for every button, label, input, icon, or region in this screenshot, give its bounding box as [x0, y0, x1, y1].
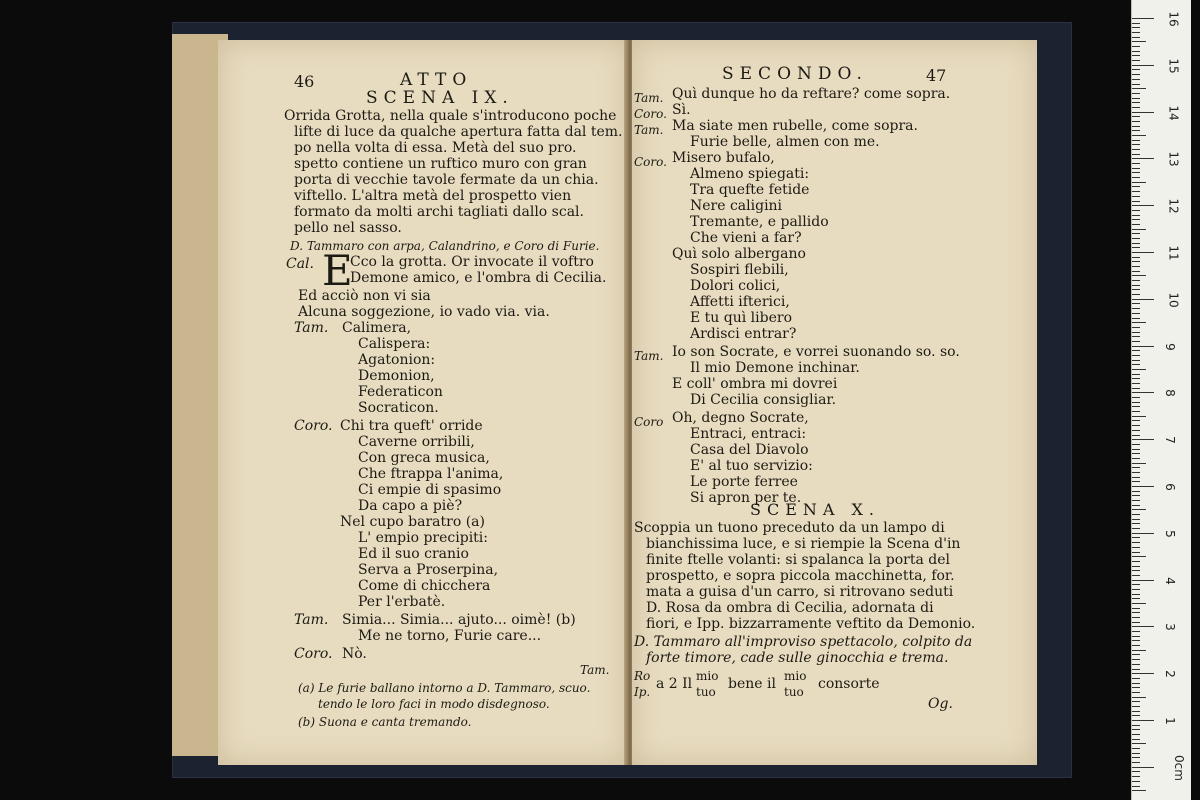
ruler-tick: [1132, 472, 1140, 473]
ruler-tick: [1132, 509, 1146, 510]
ruler-tick: [1132, 673, 1154, 674]
text-line: Ed acciò non vi sia: [298, 288, 431, 304]
ruler-number: 14: [1166, 104, 1181, 121]
verse-line: Di Cecilia consigliar.: [690, 392, 837, 408]
page-number: 47: [926, 66, 947, 85]
ruler-tick: [1132, 757, 1140, 758]
verse-line: Dolori colici,: [690, 278, 781, 294]
speaker: Coro.: [294, 418, 333, 434]
ruler-tick: [1132, 781, 1140, 782]
verse-line: Tremante, e pallido: [690, 214, 829, 230]
ruler-tick: [1132, 739, 1140, 740]
catchword: Tam.: [580, 663, 610, 677]
ruler-number: 13: [1166, 151, 1181, 168]
ruler-number: 16: [1166, 11, 1181, 27]
ruler-tick: [1132, 27, 1140, 28]
verse-line: E tu quì libero: [690, 310, 792, 326]
ruler-tick: [1132, 500, 1140, 501]
ruler-tick: [1132, 528, 1140, 529]
text-line: Nò.: [342, 646, 367, 662]
verse-line: Demonion,: [358, 368, 435, 384]
verse-line: Misero bufalo,: [672, 150, 775, 166]
ruler-tick: [1132, 37, 1140, 38]
verse-line: Che vieni a far?: [690, 230, 802, 246]
text-line: bene il: [728, 676, 776, 692]
text-line: viftello. L'altra metà del prospetto vien: [294, 188, 572, 204]
ruler-tick: [1132, 149, 1140, 150]
ruler-tick: [1132, 201, 1140, 202]
verse-line: Almeno spiegati:: [690, 166, 810, 182]
text-line: formato da molti archi tagliati dallo scal.: [294, 204, 584, 220]
ruler-tick: [1132, 547, 1140, 548]
verse-line: Tra quefte fetide: [690, 182, 810, 198]
ruler-tick: [1132, 322, 1146, 323]
ruler-tick: [1132, 280, 1140, 281]
text-line: Simia... Simia... ajuto... oimè! (b): [342, 612, 576, 628]
ruler-tick: [1132, 172, 1140, 173]
ruler-tick: [1132, 617, 1140, 618]
ruler-tick: [1132, 711, 1140, 712]
ruler-tick: [1132, 720, 1154, 721]
text-line: lifte di luce da qualche apertura fatta dal tem.: [294, 124, 623, 140]
stage-direction: D. Tammaro con arpa, Calandrino, e Coro di Furie.: [290, 239, 600, 253]
speaker: Coro: [634, 415, 664, 429]
ruler-tick: [1132, 186, 1140, 187]
speaker: Coro.: [634, 107, 667, 121]
ruler-tick: [1132, 631, 1140, 632]
ruler-tick: [1132, 786, 1140, 787]
ruler-tick: [1132, 603, 1146, 604]
ruler-tick: [1132, 350, 1140, 351]
text-line: mio: [784, 669, 807, 683]
ruler-number: 12: [1166, 198, 1181, 214]
ruler-tick: [1132, 107, 1140, 108]
ruler-tick: [1132, 88, 1146, 89]
ruler-tick: [1132, 425, 1140, 426]
ruler-number: 4: [1162, 576, 1177, 585]
text-line: mata a guisa d'un carro, si ritrovano seduti: [646, 584, 954, 600]
ruler-tick: [1132, 406, 1140, 407]
ruler-tick: [1132, 289, 1140, 290]
ruler-tick: [1132, 523, 1140, 524]
ruler-number: 1: [1162, 717, 1177, 725]
ruler-tick: [1132, 533, 1154, 534]
ruler-tick: [1132, 41, 1146, 42]
ruler-tick: [1132, 776, 1140, 777]
verse-line: Federaticon: [358, 384, 443, 400]
ruler-tick: [1132, 706, 1140, 707]
ruler-number: 0cm: [1171, 754, 1186, 781]
ruler-tick: [1132, 435, 1140, 436]
text-line: mio: [696, 669, 719, 683]
ruler-tick: [1132, 697, 1146, 698]
verse-line: Si apron per te.: [690, 490, 802, 506]
ruler-tick: [1132, 683, 1140, 684]
speaker: Tam.: [294, 320, 329, 336]
speaker: Coro.: [294, 646, 333, 662]
ruler-tick: [1132, 177, 1140, 178]
ruler-tick: [1132, 346, 1154, 347]
verse-line: Nere caligini: [690, 198, 783, 214]
ruler-tick: [1132, 84, 1140, 85]
verse-line: Caverne orribili,: [358, 434, 475, 450]
text-line: prospetto, e sopra piccola macchinetta, for.: [646, 568, 955, 584]
text-line: Ma siate men rubelle, come sopra.: [672, 118, 918, 134]
ruler-tick: [1132, 355, 1140, 356]
verse-line: Ed il suo cranio: [358, 546, 469, 562]
ruler-tick: [1132, 46, 1140, 47]
ruler-number: 2: [1162, 670, 1177, 679]
ruler-tick: [1132, 416, 1146, 417]
ruler-tick: [1132, 18, 1154, 19]
speaker: Tam.: [294, 612, 329, 628]
ruler-tick: [1132, 93, 1140, 94]
ruler-tick: [1132, 594, 1140, 595]
ruler-tick: [1132, 430, 1140, 431]
ruler-tick: [1132, 140, 1140, 141]
text-line: spetto contiene un ruftico muro con gran: [294, 156, 587, 172]
ruler-tick: [1132, 491, 1140, 492]
verse-line: Quì solo albergano: [672, 246, 806, 262]
verse-line: Agatonion:: [358, 352, 436, 368]
speaker: Tam.: [634, 123, 664, 137]
ruler-tick: [1132, 608, 1140, 609]
text-line: Cco la grotta. Or invocate il voftro: [350, 254, 594, 270]
ruler-tick: [1132, 369, 1146, 370]
text-line: Furie belle, almen con me.: [690, 134, 880, 150]
text-line: Demone amico, e l'ombra di Cecilia.: [350, 270, 607, 286]
ruler-number: 5: [1162, 529, 1177, 538]
verse-line: Ci empie di spasimo: [358, 482, 502, 498]
ruler-tick: [1132, 411, 1140, 412]
ruler-tick: [1132, 762, 1140, 763]
text-line: Me ne torno, Furie care...: [358, 628, 542, 644]
measuring-ruler: [1131, 0, 1191, 800]
ruler-tick: [1132, 481, 1140, 482]
ruler-tick: [1132, 556, 1146, 557]
ruler-tick: [1132, 247, 1140, 248]
ruler-tick: [1132, 458, 1140, 459]
ruler-tick: [1132, 743, 1146, 744]
ruler-tick: [1132, 561, 1140, 562]
ruler-tick: [1132, 392, 1154, 393]
ruler-tick: [1132, 645, 1140, 646]
ruler-tick: [1132, 191, 1140, 192]
ruler-tick: [1132, 537, 1140, 538]
ruler-tick: [1132, 659, 1140, 660]
ruler-tick: [1132, 23, 1140, 24]
ruler-tick: [1132, 640, 1140, 641]
ruler-tick: [1132, 477, 1140, 478]
verse-line: Da capo a piè?: [358, 498, 463, 514]
ruler-tick: [1132, 229, 1146, 230]
ruler-tick: [1132, 196, 1140, 197]
ruler-tick: [1132, 257, 1140, 258]
ruler-tick: [1132, 519, 1140, 520]
ruler-tick: [1132, 570, 1140, 571]
ruler-tick: [1132, 341, 1140, 342]
text-line: po nella volta di essa. Metà del suo pro.: [294, 140, 577, 156]
verse-line: Affetti ifterici,: [690, 294, 790, 310]
verse-line: Con greca musica,: [358, 450, 490, 466]
verse-line: Per l'erbatè.: [358, 594, 446, 610]
text-line: Alcuna soggezione, io vado via. via.: [298, 304, 550, 320]
ruler-number: 6: [1162, 483, 1177, 491]
verse-line: Casa del Diavolo: [690, 442, 809, 458]
verse-line: Ardisci entrar?: [690, 326, 797, 342]
text-line: tuo: [784, 685, 804, 699]
ruler-tick: [1132, 55, 1140, 56]
text-line: tuo: [696, 685, 716, 699]
ruler-tick: [1132, 233, 1140, 234]
ruler-tick: [1132, 790, 1146, 791]
ruler-tick: [1132, 378, 1140, 379]
ruler-tick: [1132, 32, 1140, 33]
verse-line: Il mio Demone inchinar.: [690, 360, 860, 376]
ruler-tick: [1132, 715, 1140, 716]
ruler-tick: [1132, 729, 1140, 730]
catchword: Og.: [928, 696, 953, 712]
ruler-tick: [1132, 318, 1140, 319]
ruler-tick: [1132, 205, 1154, 206]
running-head: ATTO: [400, 70, 473, 90]
verse-line: Io son Socrate, e vorrei suonando so. so.: [672, 344, 960, 360]
ruler-tick: [1132, 388, 1140, 389]
ruler-tick: [1132, 584, 1140, 585]
ruler-number: 15: [1166, 58, 1181, 74]
ruler-tick: [1132, 182, 1146, 183]
ruler-tick: [1132, 589, 1140, 590]
ruler-tick: [1132, 453, 1140, 454]
ruler-tick: [1132, 121, 1140, 122]
verse-line: Calispera:: [358, 336, 431, 352]
ruler-tick: [1132, 285, 1140, 286]
ruler-tick: [1132, 126, 1140, 127]
ruler-tick: [1132, 575, 1140, 576]
ruler-tick: [1132, 495, 1140, 496]
ruler-number: 7: [1162, 436, 1177, 445]
ruler-tick: [1132, 252, 1154, 253]
ruler-tick: [1132, 626, 1154, 627]
ruler-tick: [1132, 51, 1140, 52]
verse-line: Chi tra queft' orride: [340, 418, 483, 434]
ruler-tick: [1132, 69, 1140, 70]
text-line: consorte: [818, 676, 880, 692]
ruler-tick: [1132, 636, 1140, 637]
ruler-tick: [1132, 364, 1140, 365]
verse-line: E coll' ombra mi dovrei: [672, 376, 838, 392]
text-line: bianchissima luce, e si riempie la Scena d'in: [646, 536, 961, 552]
ruler-tick: [1132, 771, 1140, 772]
text-line: pello nel sasso.: [294, 220, 402, 236]
left-page: [218, 40, 628, 765]
verse-line: Calimera,: [342, 320, 412, 336]
verse-line: Sospiri flebili,: [690, 262, 789, 278]
running-head: SECONDO.: [722, 64, 868, 84]
ruler-tick: [1132, 98, 1140, 99]
verse-line: Nel cupo baratro (a): [340, 514, 485, 530]
ruler-tick: [1132, 168, 1140, 169]
ruler-tick: [1132, 224, 1140, 225]
text-line: porta di vecchie tavole fermate da un chia.: [294, 172, 599, 188]
footnote: tendo le loro faci in modo disdegnoso.: [318, 697, 550, 711]
ruler-number: 11: [1166, 245, 1181, 261]
ruler-tick: [1132, 116, 1140, 117]
ruler-tick: [1132, 701, 1140, 702]
ruler-tick: [1132, 238, 1140, 239]
ruler-tick: [1132, 332, 1140, 333]
ruler-tick: [1132, 261, 1140, 262]
ruler-tick: [1132, 243, 1140, 244]
ruler-tick: [1132, 734, 1140, 735]
ruler-tick: [1132, 444, 1140, 445]
text-line: D. Rosa da ombra di Cecilia, adornata di: [646, 600, 934, 616]
text-line: a 2 Il: [656, 676, 693, 692]
ruler-tick: [1132, 79, 1140, 80]
speaker: Ro: [634, 669, 651, 683]
ruler-tick: [1132, 154, 1140, 155]
ruler-tick: [1132, 402, 1140, 403]
footnote: (a) Le furie ballano intorno a D. Tammaro, scuo.: [298, 681, 591, 695]
ruler-tick: [1132, 308, 1140, 309]
ruler-tick: [1132, 275, 1146, 276]
ruler-tick: [1132, 158, 1154, 159]
ruler-tick: [1132, 664, 1140, 665]
text-line: finite ftelle volanti: si spalanca la porta del: [646, 552, 951, 568]
verse-line: Entraci, entraci:: [690, 426, 807, 442]
verse-line: Socraticon.: [358, 400, 439, 416]
ruler-tick: [1132, 612, 1140, 613]
ruler-number: 8: [1162, 389, 1177, 398]
scene-heading: SCENA X.: [750, 500, 880, 519]
verse-line: Le porte ferree: [690, 474, 798, 490]
ruler-tick: [1132, 397, 1140, 398]
text-line: Sì.: [672, 102, 691, 118]
ruler-tick: [1132, 654, 1140, 655]
speaker: Coro.: [634, 155, 667, 169]
page-number: 46: [294, 72, 315, 91]
verse-line: E' al tuo servizio:: [690, 458, 813, 474]
ruler-number: 10: [1166, 292, 1181, 308]
ruler-tick: [1132, 135, 1146, 136]
ruler-tick: [1132, 566, 1140, 567]
speaker: Tam.: [634, 349, 664, 363]
ruler-tick: [1132, 313, 1140, 314]
ruler-tick: [1132, 144, 1140, 145]
ruler-tick: [1132, 360, 1140, 361]
text-line: Quì dunque ho da reftare? come sopra.: [672, 86, 951, 102]
ruler-tick: [1132, 692, 1140, 693]
ruler-tick: [1132, 163, 1140, 164]
ruler-tick: [1132, 374, 1140, 375]
verse-line: Oh, degno Socrate,: [672, 410, 809, 426]
text-line: Orrida Grotta, nella quale s'introducono poche: [284, 108, 617, 124]
ruler-tick: [1132, 215, 1140, 216]
verse-line: Che ftrappa l'anima,: [358, 466, 504, 482]
ruler-tick: [1132, 336, 1140, 337]
verse-line: Serva a Proserpina,: [358, 562, 499, 578]
ruler-tick: [1132, 420, 1140, 421]
drop-cap: E: [322, 246, 353, 295]
scene-heading: SCENA IX.: [366, 88, 514, 108]
speaker: Ip.: [634, 685, 651, 699]
ruler-tick: [1132, 266, 1140, 267]
speaker: Cal.: [286, 256, 314, 272]
ruler-tick: [1132, 449, 1140, 450]
ruler-tick: [1132, 294, 1140, 295]
ruler-tick: [1132, 748, 1140, 749]
ruler-number: 9: [1162, 342, 1177, 351]
ruler-tick: [1132, 580, 1154, 581]
ruler-tick: [1132, 219, 1140, 220]
ruler-tick: [1132, 112, 1154, 113]
text-line: fiori, e Ipp. bizzarramente veftito da Demonio.: [646, 616, 976, 632]
ruler-tick: [1132, 650, 1146, 651]
text-line: Scoppia un tuono preceduto da un lampo di: [634, 520, 945, 536]
stage-direction: forte timore, cade sulle ginocchia e trema.: [646, 650, 949, 666]
verse-line: L' empio precipiti:: [358, 530, 488, 546]
ruler-tick: [1132, 552, 1140, 553]
ruler-tick: [1132, 767, 1154, 768]
ruler-tick: [1132, 669, 1140, 670]
speaker: Tam.: [634, 91, 664, 105]
ruler-tick: [1132, 486, 1154, 487]
ruler-tick: [1132, 463, 1146, 464]
ruler-tick: [1132, 271, 1140, 272]
ruler-tick: [1132, 210, 1140, 211]
ruler-tick: [1132, 542, 1140, 543]
ruler-tick: [1132, 687, 1140, 688]
ruler-tick: [1132, 65, 1154, 66]
right-page: [632, 40, 1037, 765]
ruler-tick: [1132, 725, 1140, 726]
ruler-tick: [1132, 102, 1140, 103]
ruler-tick: [1132, 303, 1140, 304]
ruler-tick: [1132, 753, 1140, 754]
ruler-tick: [1132, 74, 1140, 75]
footnote: (b) Suona e canta tremando.: [298, 715, 472, 729]
ruler-number: 3: [1162, 623, 1177, 632]
ruler-tick: [1132, 622, 1140, 623]
ruler-tick: [1132, 598, 1140, 599]
ruler-tick: [1132, 505, 1140, 506]
ruler-tick: [1132, 299, 1154, 300]
ruler-tick: [1132, 383, 1140, 384]
ruler-tick: [1132, 514, 1140, 515]
ruler-tick: [1132, 467, 1140, 468]
verse-line: Come di chicchera: [358, 578, 491, 594]
ruler-tick: [1132, 439, 1154, 440]
ruler-tick: [1132, 678, 1140, 679]
stage-direction: D. Tammaro all'improviso spettacolo, colpito da: [634, 634, 973, 650]
ruler-tick: [1132, 327, 1140, 328]
ruler-tick: [1132, 60, 1140, 61]
ruler-tick: [1132, 130, 1140, 131]
